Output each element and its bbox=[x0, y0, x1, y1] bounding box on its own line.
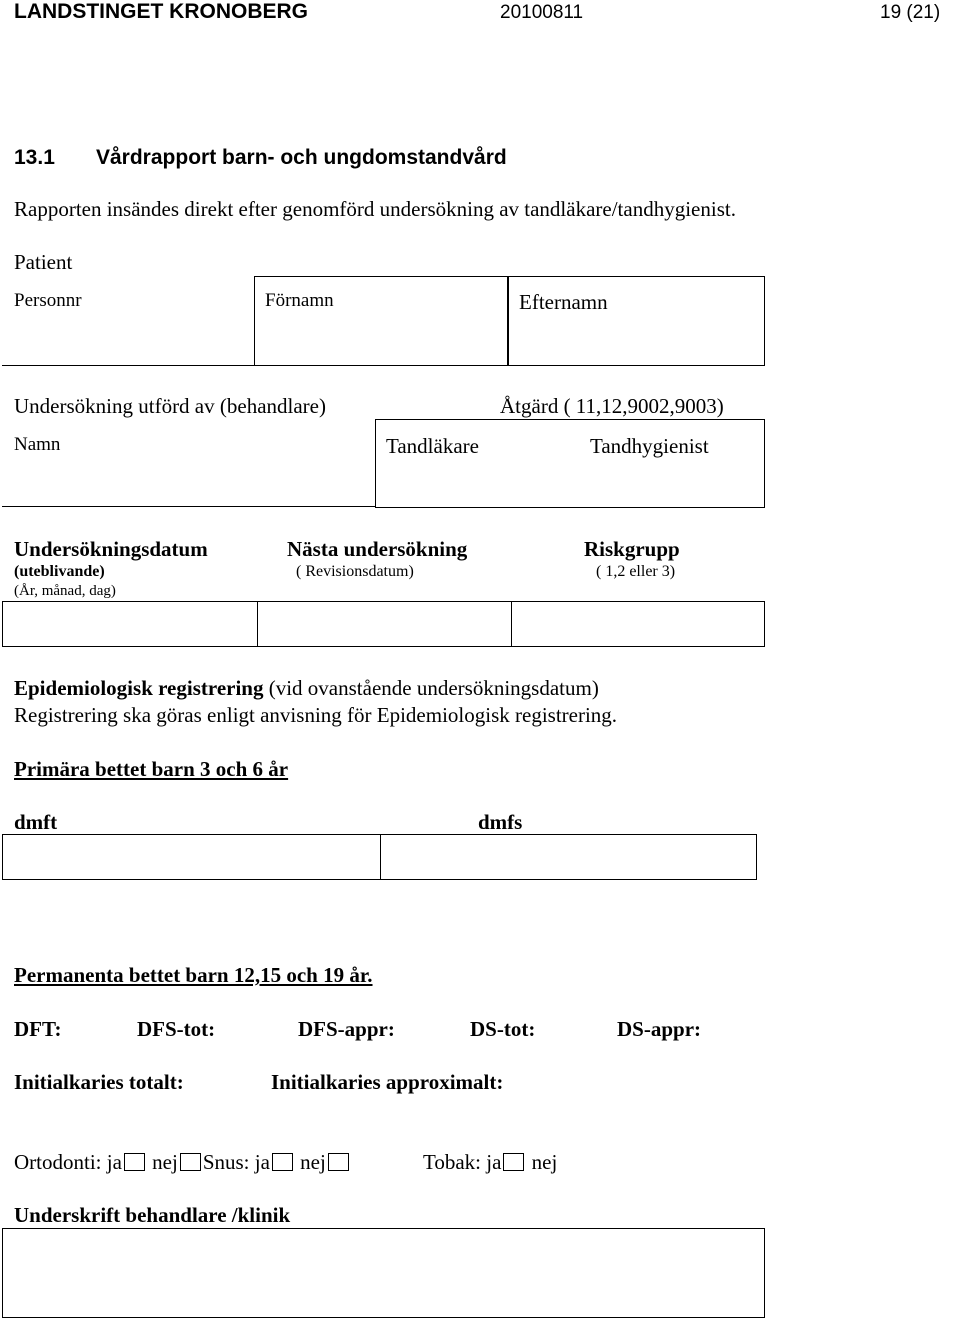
col3-title: Riskgrupp bbox=[584, 537, 680, 561]
dmft-field[interactable] bbox=[3, 835, 380, 879]
epi-line2: Registrering ska göras enligt anvisning för Epidemiologisk registrering. bbox=[14, 703, 618, 727]
signature-field[interactable] bbox=[2, 1228, 765, 1318]
label-dmfs: dmfs bbox=[478, 810, 523, 834]
next-exam-field[interactable] bbox=[257, 602, 511, 646]
fornamn-field[interactable] bbox=[255, 277, 508, 365]
riskgroup-field[interactable] bbox=[511, 602, 764, 646]
habits-row bbox=[14, 1150, 351, 1175]
exam-date-field[interactable] bbox=[3, 602, 257, 646]
col1-sub2: (År, månad, dag) bbox=[14, 583, 116, 599]
ortodonti-ja-checkbox[interactable] bbox=[124, 1153, 145, 1171]
header-org: LANDSTINGET KRONOBERG bbox=[14, 0, 308, 23]
col1-sub1: (uteblivande) bbox=[14, 563, 105, 580]
dates-box bbox=[2, 601, 765, 647]
label-ds-appr: DS-appr: bbox=[617, 1017, 702, 1041]
label-dfs-tot: DFS-tot: bbox=[137, 1017, 216, 1041]
atgard-heading: Åtgärd ( 11,12,9002,9003) bbox=[500, 394, 724, 418]
patient-heading: Patient bbox=[14, 250, 73, 274]
col1-title: Undersökningsdatum bbox=[14, 537, 208, 561]
label-snus: Snus: ja bbox=[202, 1150, 270, 1174]
primary-heading: Primära bettet barn 3 och 6 år bbox=[14, 757, 289, 781]
col2-title: Nästa undersökning bbox=[287, 537, 468, 561]
epi-title bbox=[14, 676, 599, 701]
label-ortodonti-nej: nej bbox=[152, 1150, 178, 1174]
patient-box bbox=[254, 276, 765, 366]
efternamn-field[interactable] bbox=[508, 277, 764, 365]
label-snus-nej: nej bbox=[300, 1150, 326, 1174]
label-tandlakare: Tandläkare bbox=[386, 434, 479, 458]
snus-nej-checkbox[interactable] bbox=[328, 1153, 349, 1171]
snus-ja-checkbox[interactable] bbox=[272, 1153, 293, 1171]
exam-box bbox=[375, 419, 765, 508]
permanent-heading: Permanenta bettet barn 12,15 och 19 år. bbox=[14, 963, 373, 987]
label-initial-approx: Initialkaries approximalt: bbox=[271, 1070, 504, 1094]
signature-heading: Underskrift behandlare /klinik bbox=[14, 1203, 291, 1227]
label-dft: DFT: bbox=[14, 1017, 62, 1041]
performed-by-heading: Undersökning utförd av (behandlare) bbox=[14, 394, 326, 418]
section-number: 13.1 bbox=[14, 146, 55, 169]
primary-box bbox=[2, 834, 757, 880]
label-namn: Namn bbox=[14, 434, 61, 455]
header-page: 19 (21) bbox=[880, 2, 941, 23]
label-tobak-nej: nej bbox=[531, 1150, 558, 1174]
tobak-row bbox=[423, 1150, 557, 1175]
namn-field[interactable] bbox=[2, 506, 376, 507]
section-intro: Rapporten insändes direkt efter genomförd undersökning av tandläkare/tandhygienist. bbox=[14, 197, 736, 221]
col2-sub: ( Revisionsdatum) bbox=[296, 563, 414, 580]
ortodonti-nej-checkbox[interactable] bbox=[180, 1153, 201, 1171]
label-personnr: Personnr bbox=[14, 290, 82, 311]
header-date: 20100811 bbox=[500, 2, 584, 23]
label-ortodonti: Ortodonti: ja bbox=[14, 1150, 122, 1174]
tobak-ja-checkbox[interactable] bbox=[503, 1153, 524, 1171]
label-initial-total: Initialkaries totalt: bbox=[14, 1070, 184, 1094]
label-tobak: Tobak: ja bbox=[423, 1150, 502, 1174]
label-dfs-appr: DFS-appr: bbox=[298, 1017, 395, 1041]
col3-sub: ( 1,2 eller 3) bbox=[596, 563, 676, 580]
dmfs-field[interactable] bbox=[380, 835, 756, 879]
label-ds-tot: DS-tot: bbox=[470, 1017, 536, 1041]
personnr-field[interactable] bbox=[2, 365, 256, 366]
label-tandhygienist: Tandhygienist bbox=[590, 434, 709, 458]
label-efternamn: Efternamn bbox=[519, 290, 608, 314]
label-fornamn: Förnamn bbox=[265, 290, 334, 311]
epi-title-rest: (vid ovanstående undersökningsdatum) bbox=[263, 676, 599, 700]
epi-title-bold: Epidemiologisk registrering bbox=[14, 676, 264, 700]
label-dmft: dmft bbox=[14, 810, 58, 834]
section-title: Vårdrapport barn- och ungdomstandvård bbox=[96, 146, 507, 169]
